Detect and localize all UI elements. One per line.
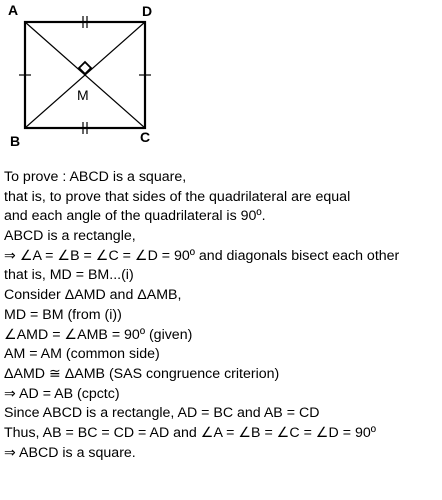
proof-line: Thus, AB = BC = CD = AD and ∠A = ∠B = ∠C = ∠D = 90º bbox=[4, 424, 376, 441]
right-angle-marker bbox=[79, 62, 91, 74]
proof-line: Consider ΔAMD and ΔAMB, bbox=[4, 287, 182, 304]
proof-line: that is, to prove that sides of the quadrilateral are equal bbox=[4, 188, 351, 205]
proof-line: MD = BM (from (i)) bbox=[4, 306, 122, 323]
vertex-label-m: M bbox=[77, 87, 89, 103]
proof-line: and each angle of the quadrilateral is 90º. bbox=[4, 208, 266, 225]
proof-line: ∠AMD = ∠AMB = 90º (given) bbox=[4, 326, 193, 343]
proof-line: To prove : ABCD is a square, bbox=[4, 169, 187, 185]
proof-line: ⇒ ∠A = ∠B = ∠C = ∠D = 90º and diagonals bisect each other bbox=[4, 247, 400, 264]
proof-line: ⇒ ABCD is a square. bbox=[4, 444, 136, 461]
rectangle-diagram bbox=[0, 0, 180, 160]
proof-line: ΔAMD ≅ ΔAMB (SAS congruence criterion) bbox=[4, 365, 280, 382]
vertex-label-d: D bbox=[142, 3, 153, 19]
proof-line: Since ABCD is a rectangle, AD = BC and AB = CD bbox=[4, 405, 320, 422]
proof-line: AM = AM (common side) bbox=[4, 346, 160, 363]
rectangle-figure bbox=[0, 0, 180, 160]
proof-line: ⇒ AD = AB (cpctc) bbox=[4, 385, 120, 402]
vertex-label-a: A bbox=[8, 2, 19, 18]
vertex-label-b: B bbox=[10, 133, 21, 149]
proof-line: that is, MD = BM...(i) bbox=[4, 267, 134, 284]
proof-text bbox=[4, 168, 440, 463]
vertex-label-c: C bbox=[140, 129, 151, 145]
proof-line: ABCD is a rectangle, bbox=[4, 228, 136, 245]
